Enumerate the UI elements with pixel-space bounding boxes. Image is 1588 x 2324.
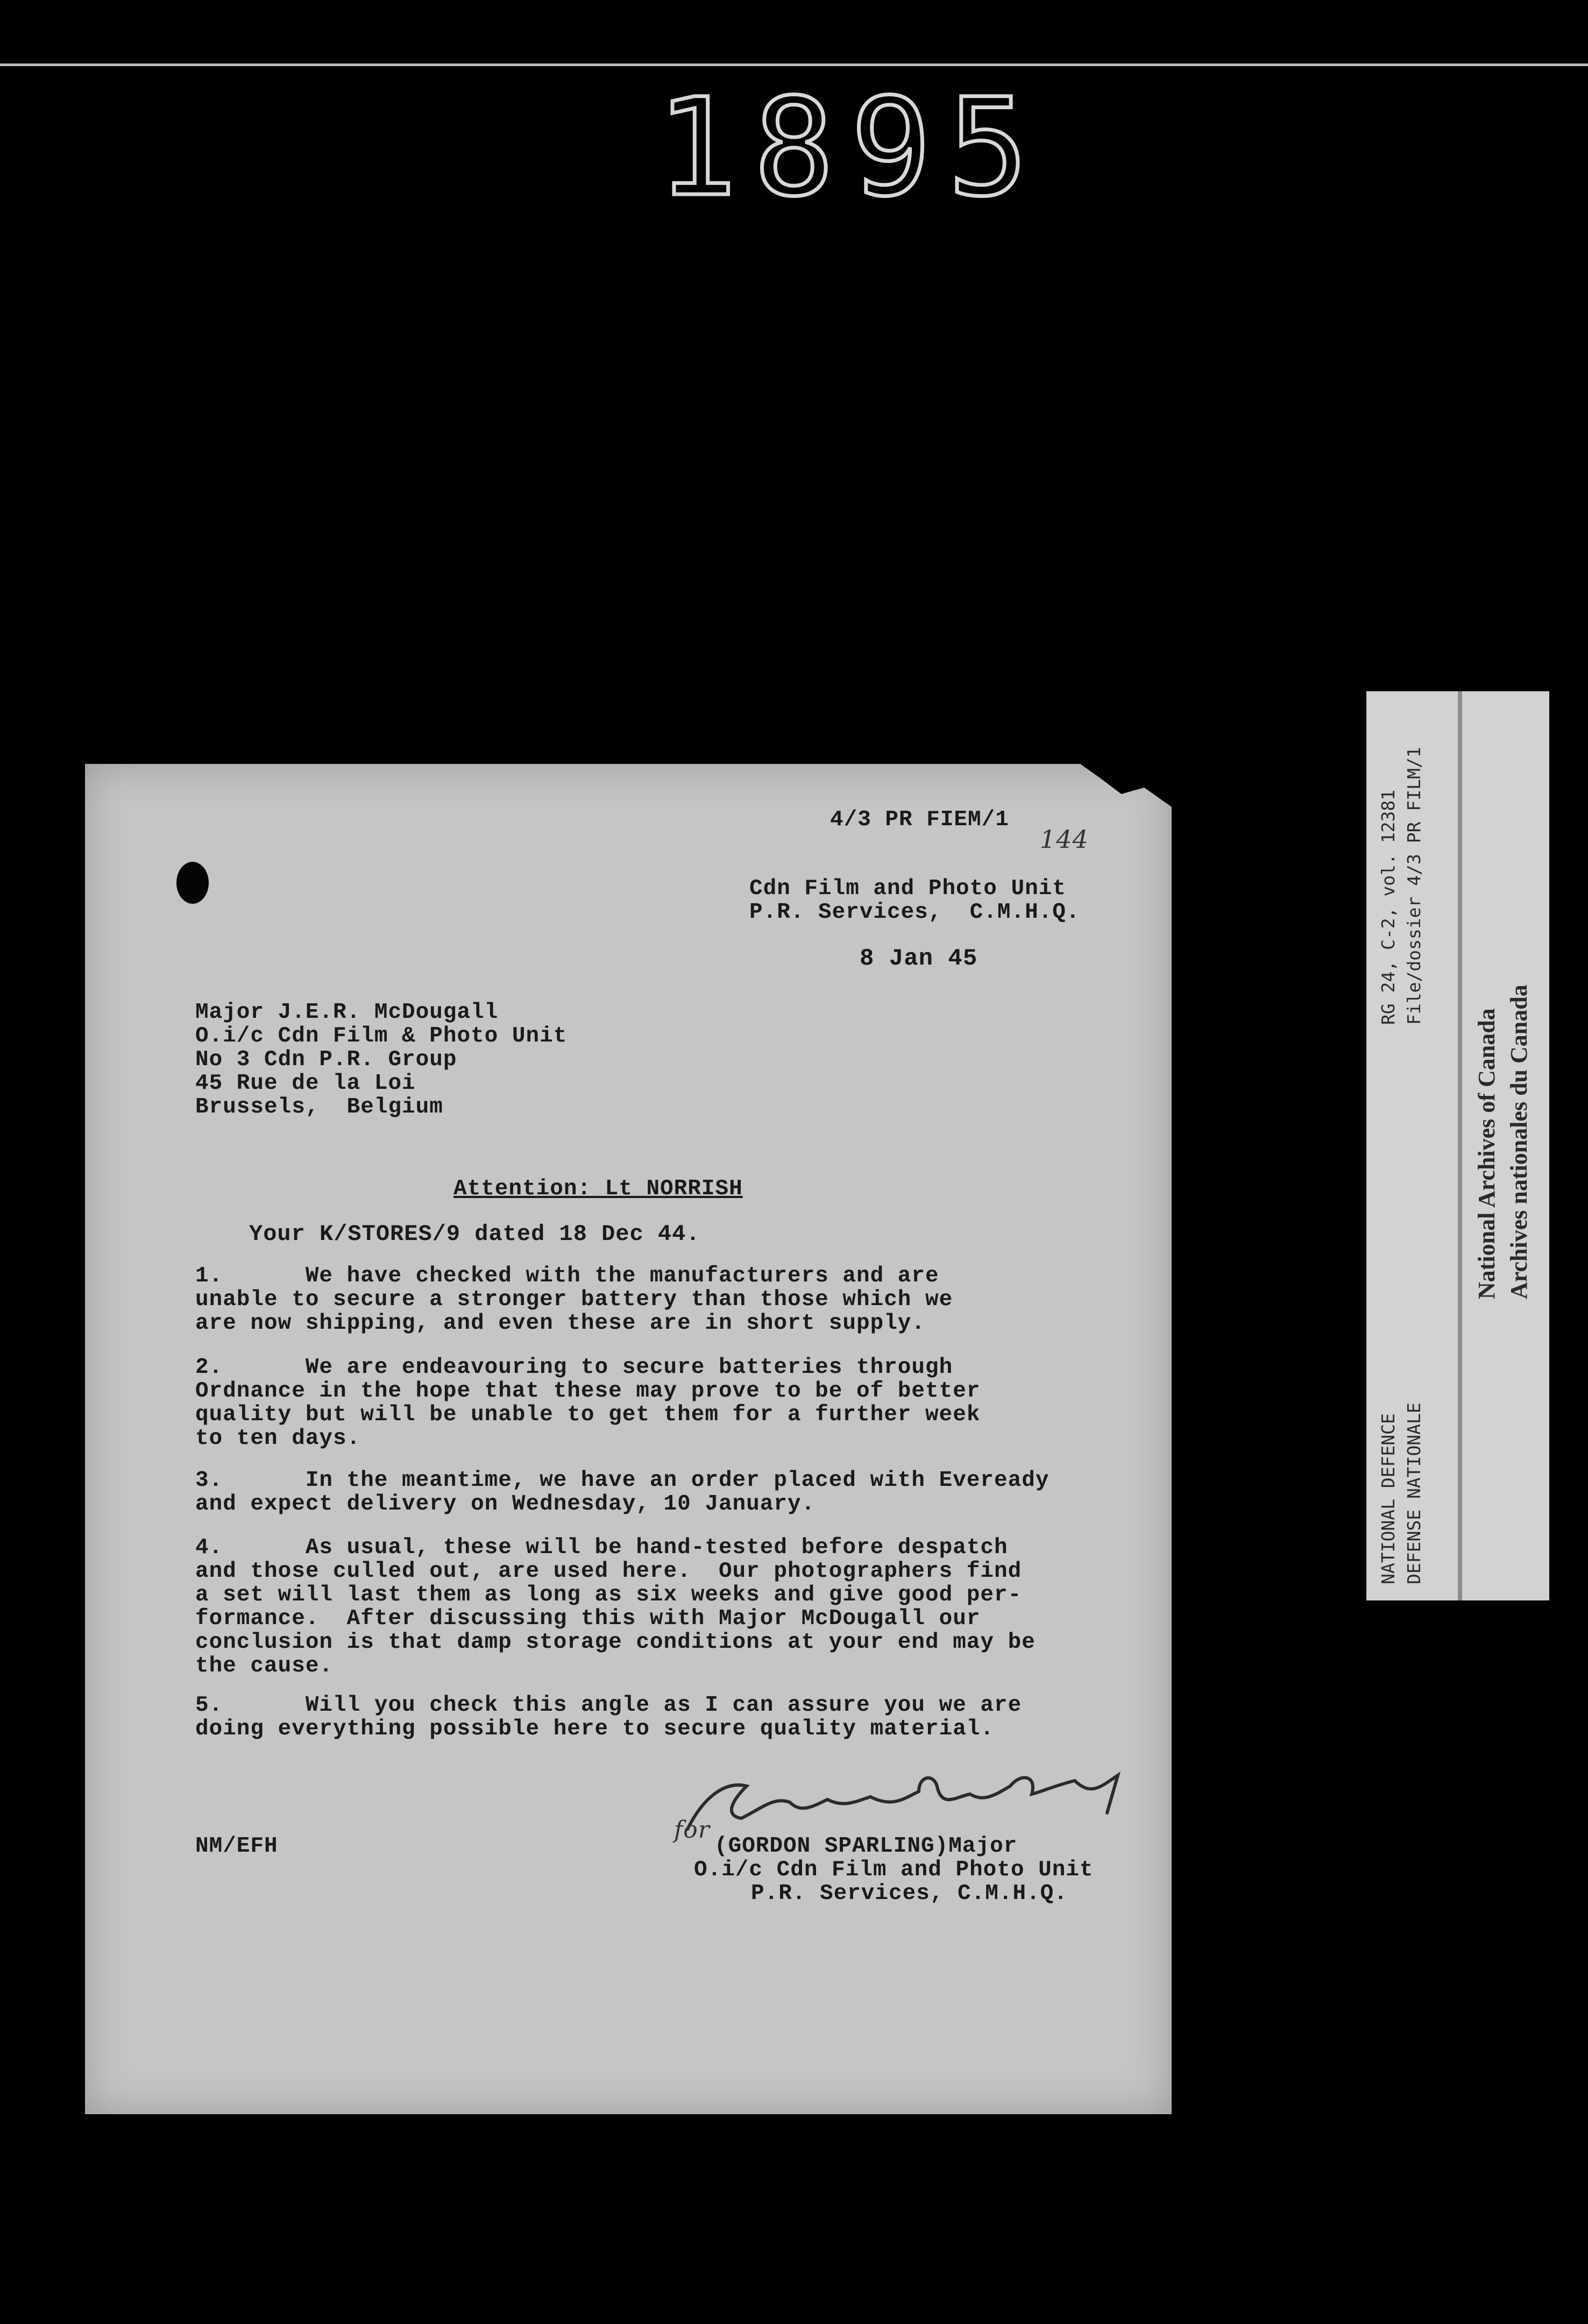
recipient-line-1: Major J.E.R. McDougall xyxy=(195,1000,499,1025)
letter-date: 8 Jan 45 xyxy=(860,945,978,972)
paragraph-3: 3. In the meantime, we have an order placed with Eveready and expect delivery on Wednesday, 10 January. xyxy=(195,1468,1050,1517)
attention-line: Attention: Lt NORRISH xyxy=(453,1177,743,1201)
sender-line-1: Cdn Film and Photo Unit xyxy=(749,876,1066,901)
sender-line-2: P.R. Services, C.M.H.Q. xyxy=(749,900,1080,925)
archive-reference-line-2: File/dossier 4/3 PR FILM/1 xyxy=(1403,747,1424,1025)
recipient-line-3: No 3 Cdn P.R. Group xyxy=(195,1047,457,1072)
paragraph-1: 1. We have checked with the manufacturers and are unable to secure a stronger battery than those which we are now shipping, and even these are in short supply. xyxy=(195,1264,953,1336)
department-line-1: NATIONAL DEFENCE xyxy=(1378,1413,1399,1584)
paragraph-4: 4. As usual, these will be hand-tested before despatch and those culled out, are used here. Our photographers find a set will last them as long as six weeks and give good per- formance. After discussing this with Major McDougall our conclusion is that damp storage conditions at your end may be the cause. xyxy=(195,1535,1036,1678)
page-number: 144 xyxy=(1040,825,1089,854)
signature-block-line-3: P.R. Services, C.M.H.Q. xyxy=(751,1881,1068,1906)
frame-number: 1895 xyxy=(656,69,1045,226)
department-line-2: DEFENSE NATIONALE xyxy=(1403,1402,1424,1584)
recipient-line-5: Brussels, Belgium xyxy=(195,1095,443,1120)
letter-page xyxy=(85,764,1172,2114)
reference-line: Your K/STORES/9 dated 18 Dec 44. xyxy=(249,1221,700,1247)
typist-reference: NM/EFH xyxy=(195,1834,278,1859)
signature-block-line-2: O.i/c Cdn Film and Photo Unit xyxy=(694,1858,1094,1882)
paragraph-5: 5. Will you check this angle as I can assure you we are doing everything possible here to secure quality material. xyxy=(195,1693,1022,1741)
handwritten-signature xyxy=(666,1765,1182,1845)
paragraph-2: 2. We are endeavouring to secure batteries through Ordnance in the hope that these may prove to be of better quality but will be unable to get them for a further week to ten days. xyxy=(195,1355,981,1451)
archive-reference-card xyxy=(1366,691,1549,1600)
corner-tear xyxy=(1080,764,1172,807)
punch-hole xyxy=(176,862,209,904)
card-divider xyxy=(1458,691,1462,1600)
signature-prefix: for xyxy=(674,1816,710,1844)
recipient-line-4: 45 Rue de la Loi xyxy=(195,1071,416,1096)
archive-reference-line-1: RG 24, C-2, vol. 12381 xyxy=(1378,789,1399,1025)
microfilm-top-rule xyxy=(0,63,1588,66)
institution-name-en: National Archives of Canada xyxy=(1473,1008,1500,1299)
signature-block-line-1: (GORDON SPARLING)Major xyxy=(714,1834,1018,1859)
file-reference: 4/3 PR FIEM/1 xyxy=(830,807,1009,832)
recipient-line-2: O.i/c Cdn Film & Photo Unit xyxy=(195,1024,568,1048)
institution-name-fr: Archives nationales du Canada xyxy=(1506,984,1532,1299)
